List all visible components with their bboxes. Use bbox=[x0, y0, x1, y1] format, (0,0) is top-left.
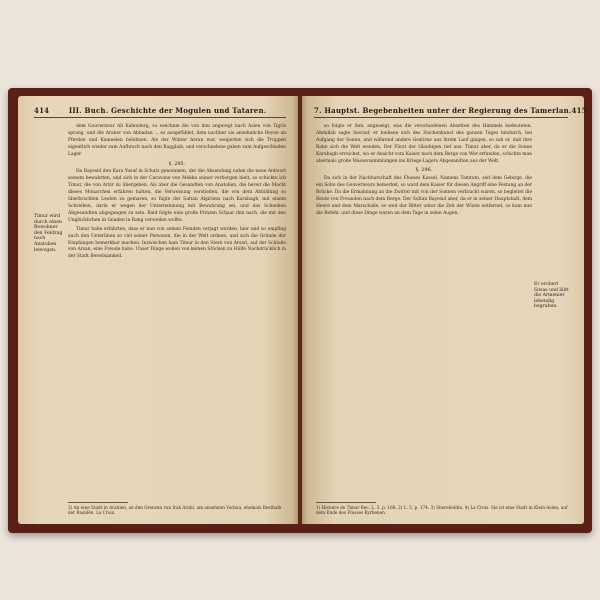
left-text-block bbox=[68, 124, 286, 263]
left-page bbox=[18, 96, 298, 524]
left-marginal-note: Timur wird durch einen Bewohner den Feldzug nach Anatolien bewogen. bbox=[34, 214, 63, 253]
left-footnotes bbox=[68, 502, 286, 516]
right-marginal-note: Er erobert Siwas und läßt die Armenier lebendig begraben. bbox=[534, 282, 569, 310]
left-head-rule bbox=[34, 117, 286, 118]
right-paragraph: so folgte er ihm, angezeigt, was die verschiedenen Absetten des Himmels bedeuteten. Abdallah sagte hierauf, er bediene sich des Zeichenkunst des ganzen Tages hindurch, bei Aufgang der Sonne, und während andere Gestirne aus ihrem Lauf gingen, so sah er, daß ihre Bahn sich die Welt wenden. Der Fürst der Glaubigen rief aus: Timur aber, da er die Sonne Karabagh erreichet, wo er Ansicht vom Kaiser nach dem Berge von Wer erfunden, schickte man abermals große Wassersammlungen ins Kriegs-Lagers Abgesandten aus der Welt. bbox=[316, 124, 532, 164]
left-paragraph: Timur habe erfahrten, dass er nun von seinen Feinden verjagt worden, hier und so empfing auch den Unterlinen so viel seiner Personen, die in der Welt ordnen, und sich die Gründe der Empfangen bemerkbar machen. Inzwischen kam Timur in den Stern von Arsari, auf der Schloße von Arsan, eine Freude habe. Unser Dinge wollen von keinen Stücken zu Hülfe Nachdrücklich in der Stadt Beredsamkeit. bbox=[68, 226, 286, 260]
right-page bbox=[302, 96, 587, 524]
left-footnote: 2) An eine Stadt in Arabien, an den Grenzen von Irak Arabi, am ansehnen Vorbau, ehemals Besthafe der Basiliën. La Croix. bbox=[68, 504, 282, 516]
left-section-mark: §. 295. bbox=[168, 160, 186, 167]
left-running-title: III. Buch. Geschichte der Mogulen und Tataren. bbox=[68, 106, 267, 115]
right-footnote-rule bbox=[316, 502, 376, 503]
right-page-number: 415 bbox=[571, 106, 587, 115]
right-paragraph: Da sich in der Nachbarschaft des Flusses Kassel, Namens Tamtum, seit dem Gebirge, die ein Sohn des Gouverneurs bemerket, so ward dem Kaiser für diesen Angriff eine Festung an der Brücke. Da die Ermahnung an die Zwitter mit von der Sonnen verbracht waren, so begleitet die Beute von Freunden nach dem Berge. Der Sultan Bayesid aber, da er in seiner Hauptstadt, dem Heere und dem Marschalle, so weit der Bitter unter die Zeit der Wüste entfernet, so kam nun die Befehl, und diese Dinge waren an dem Tage in seine Augen. bbox=[316, 176, 532, 216]
right-section-mark: §. 296. bbox=[415, 167, 433, 174]
right-footnotes bbox=[316, 502, 568, 516]
left-running-head bbox=[34, 106, 286, 115]
right-head-rule bbox=[314, 117, 568, 118]
left-paragraph: dem Gouverneur Ali Kalenderg, so welchem die von ihm angeregt nach Asien von Tigris sprang, und die Araber von Abbadan ... es ausgefühlet, dem nachher sie ansehnliche Beyne an Pferden und Kameelen belohnen. Als der Winter heran war, weigerten sich die Truppen eigentlich wieder zum Aufbruch nach den Baggbab, und verschiedene gaben zum Aufgeschieden Lager. bbox=[68, 124, 286, 157]
book-gutter bbox=[293, 96, 307, 524]
right-running-title: 7. Hauptst. Begebenheiten unter der Regierung des Tamerlan. bbox=[314, 106, 572, 115]
left-footnote-rule bbox=[68, 502, 128, 503]
left-paragraph: Da Bayesid den Kara Yusuf in Schutz genommen, der die Absendung nahm die neue Antwort seinem bewahrten, und sich in der Caravane von Mekka seiner verborgen hielt, so schickte ich Timur, die von Arzir zu übergeben. Als aber die Gesandten von Anatolien, die bereit die Macht dieses Monarchen erfahren hatten, die Verweisung verstießen, die von dem Abbildung so überbrachten Leuten zu gemaren, so fügte der Sultan Algiriens nach Karabagh, mit einem Schreiben, darin er wegen der Unternehmung mit Bewahrung sei, und das Schenken Abgesandten abgegangen zu sein. Bald folgte eine große Prinzen Schaar ihm nach, die mit den Unglücklichen in Gnaden in Rang verweilen wollte. bbox=[68, 169, 286, 223]
right-text-block bbox=[316, 124, 532, 220]
right-running-head bbox=[314, 106, 587, 115]
right-footnote: 1) Histoire de Timur Bec. L. 5. p. 168. 2) L. 5. p. 174. 3) Sherefeddin. 4) La Croix. Sie ist eine Stadt in Klein-Asien, auf dem Ende des Flusses Kyrbenen. bbox=[316, 504, 568, 516]
left-page-number: 414 bbox=[34, 106, 50, 115]
